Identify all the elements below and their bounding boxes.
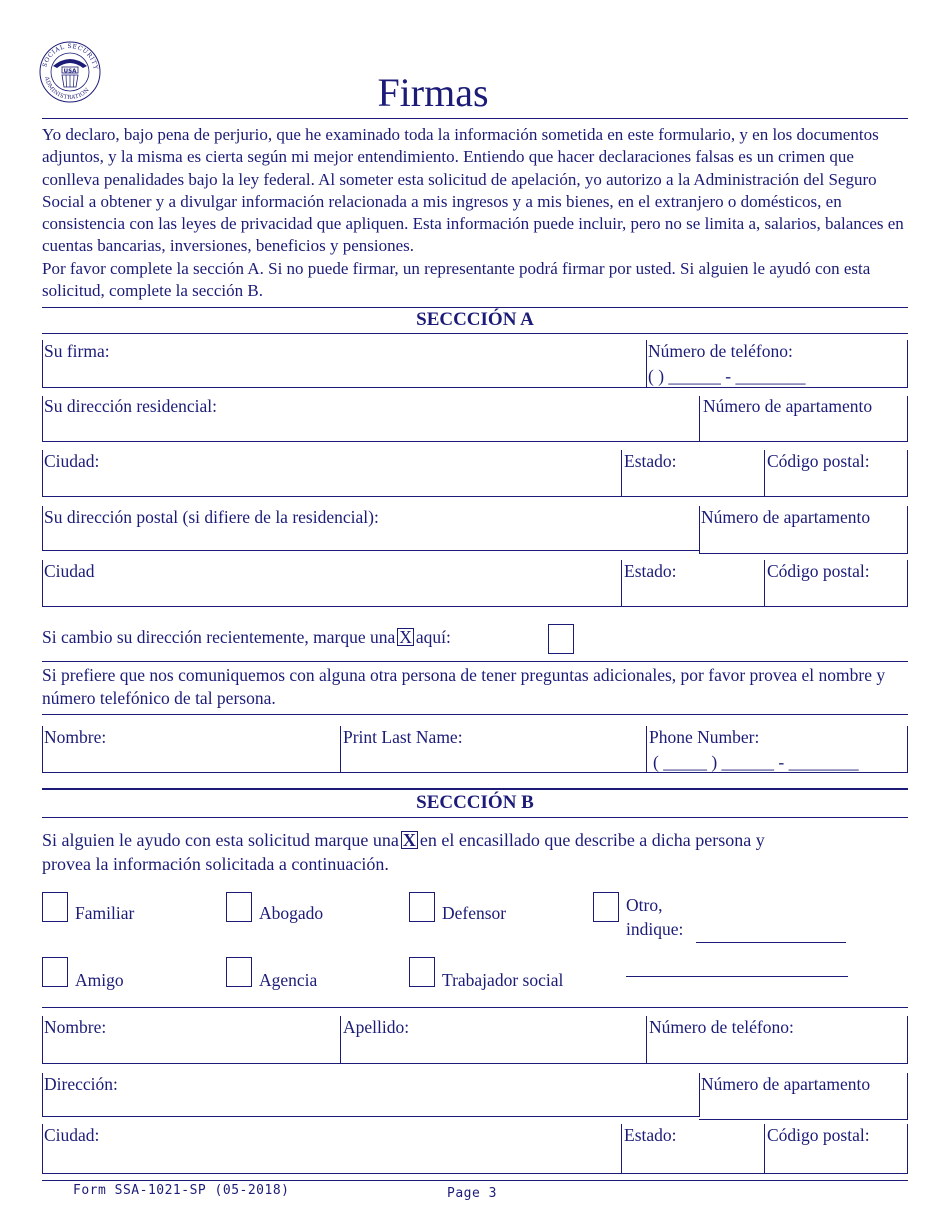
field-underline	[42, 1173, 908, 1174]
address-change-text	[42, 626, 451, 648]
contact-top-rule	[42, 661, 908, 662]
declaration-text	[42, 124, 912, 302]
field-underline	[42, 496, 908, 497]
address-change-suffix: aquí:	[415, 627, 451, 647]
abogado-label: Abogado	[259, 903, 324, 923]
otro-checkbox[interactable]	[593, 892, 619, 922]
section-a-bottom-rule	[42, 333, 908, 334]
field-divider	[907, 450, 908, 496]
svg-text:SOCIAL SECURITY: SOCIAL SECURITY	[41, 42, 99, 71]
field-divider	[699, 1073, 700, 1117]
field-divider	[340, 726, 341, 772]
contact-text: Si prefiere que nos comuniquemos con alguna otra persona de tener preguntas adicionales, por favor provea el nombre y número telefónico de tal persona.	[42, 665, 886, 708]
field-underline	[42, 606, 908, 607]
otro-indique-label: indique:	[626, 919, 684, 939]
mailing-city-field[interactable]	[42, 560, 620, 606]
contact-first-name-label[interactable]: Nombre:	[44, 727, 107, 747]
field-divider	[621, 560, 622, 606]
helper-state-label[interactable]: Estado:	[624, 1125, 677, 1145]
field-underline	[699, 553, 908, 554]
field-divider	[699, 396, 700, 442]
field-divider	[764, 560, 765, 606]
field-divider	[42, 1016, 43, 1063]
title-rule	[42, 118, 908, 119]
helper-zip-label[interactable]: Código postal:	[767, 1125, 870, 1145]
field-divider	[907, 726, 908, 772]
agencia-label: Agencia	[259, 970, 318, 990]
address-change-prefix: Si cambio su dirección recientemente, marque una	[42, 627, 396, 647]
field-underline	[42, 550, 699, 551]
field-divider	[907, 396, 908, 442]
abogado-checkbox[interactable]	[226, 892, 252, 922]
mailing-address-label: Su dirección postal (si difiere de la residencial):	[44, 507, 379, 527]
helper-last-name-label[interactable]: Apellido:	[343, 1017, 410, 1037]
options-bottom-rule	[42, 1007, 908, 1008]
helper-address-label[interactable]: Dirección:	[44, 1074, 118, 1094]
page-number: Page 3	[447, 1186, 497, 1201]
field-underline	[42, 441, 908, 442]
declaration-paragraph: Yo declaro, bajo pena de perjurio, que he examinado toda la información sometida en este formulario, y en los documentos adjuntos, y la misma es cierta según mi mejor entendimiento. Entiendo que hacer declaraciones falsas es un crimen que conlleva penalidades bajo la ley federal. Al someter esta solicitud de apelación, yo autorizo a la Administración del Seguro Social a obtener y a divulgar información relacionada a mis ingresos y a mis bienes, en el extranjero o domésticos, en consistencia con las leyes de privacidad que apliquen. Esta información puede incluir, pero no se limita a, salarios, balances en cuentas bancarias, inversiones, beneficios y pensiones.	[42, 125, 904, 256]
field-underline	[42, 1116, 699, 1117]
field-divider	[764, 450, 765, 496]
mailing-apartment-label[interactable]: Número de apartamento	[701, 507, 871, 527]
state-label[interactable]: Estado:	[624, 451, 677, 471]
field-divider	[907, 1073, 908, 1119]
mailing-state-label[interactable]: Estado:	[624, 561, 677, 581]
field-divider	[42, 340, 43, 388]
field-divider	[646, 726, 647, 772]
amigo-checkbox[interactable]	[42, 957, 68, 987]
field-divider	[42, 1073, 43, 1117]
apartment-label[interactable]: Número de apartamento	[703, 396, 873, 416]
field-divider	[42, 506, 43, 551]
phone-input[interactable]: ( ) ______ - ________	[648, 366, 806, 386]
section-b-top-rule	[42, 788, 908, 790]
field-divider	[907, 340, 908, 388]
section-b-title: SECCCIÓN B	[416, 792, 534, 813]
field-divider	[621, 450, 622, 496]
field-divider	[907, 560, 908, 606]
trabajador-social-checkbox[interactable]	[409, 957, 435, 987]
otro-specify-line-1[interactable]	[696, 942, 846, 943]
field-divider	[646, 340, 647, 388]
zip-label[interactable]: Código postal:	[767, 451, 870, 471]
x-mark-icon: X	[399, 627, 412, 647]
phone-label: Número de teléfono:	[648, 341, 793, 361]
agencia-checkbox[interactable]	[226, 957, 252, 987]
field-divider	[42, 396, 43, 442]
field-divider	[764, 1124, 765, 1173]
field-divider	[340, 1016, 341, 1063]
residential-address-label: Su dirección residencial:	[44, 396, 217, 416]
section-b-instruction	[42, 829, 765, 851]
contact-phone-input[interactable]: ( _____ ) ______ - ________	[653, 752, 859, 772]
field-divider	[42, 560, 43, 606]
field-divider	[42, 726, 43, 772]
defensor-label: Defensor	[442, 903, 507, 923]
instructions-paragraph: Por favor complete la sección A. Si no puede firmar, un representante podrá firmar por usted. Si alguien le ayudó con esta solicitud, complete la sección B.	[42, 258, 871, 301]
otro-specify-line-2[interactable]	[626, 976, 848, 977]
section-b-instruction-line2: provea la información solicitada a continuación.	[42, 854, 389, 874]
field-underline	[42, 387, 908, 388]
trabajador-social-label: Trabajador social	[442, 970, 564, 990]
contact-last-name-label[interactable]: Print Last Name:	[343, 727, 463, 747]
instruction-prefix: Si alguien le ayudo con esta solicitud marque una	[42, 830, 399, 850]
contact-phone-label: Phone Number:	[649, 727, 760, 747]
field-divider	[42, 450, 43, 496]
field-divider	[907, 1016, 908, 1063]
instruction-suffix: en el encasillado que describe a dicha persona y	[419, 830, 765, 850]
field-underline	[699, 1119, 908, 1120]
helper-city-label[interactable]: Ciudad:	[44, 1125, 100, 1145]
field-divider	[907, 506, 908, 554]
signature-field[interactable]	[42, 340, 646, 388]
familiar-label: Familiar	[75, 903, 135, 923]
section-a-top-rule	[42, 307, 908, 308]
otro-label: Otro,	[626, 895, 663, 915]
contact-bottom-rule	[42, 714, 908, 715]
field-divider	[621, 1124, 622, 1173]
city-label: Ciudad:	[44, 451, 100, 471]
page-title: Firmas	[377, 70, 489, 115]
x-mark-icon: X	[402, 830, 416, 850]
defensor-checkbox[interactable]	[409, 892, 435, 922]
section-b-bottom-rule	[42, 817, 908, 818]
field-underline	[42, 1063, 908, 1064]
mailing-city-label: Ciudad	[44, 561, 95, 581]
city-field[interactable]	[42, 450, 620, 496]
familiar-checkbox[interactable]	[42, 892, 68, 922]
helper-first-name-label[interactable]: Nombre:	[44, 1017, 107, 1037]
section-a-title: SECCCIÓN A	[416, 309, 534, 330]
field-divider	[907, 1124, 908, 1173]
amigo-label: Amigo	[75, 970, 124, 990]
address-change-checkbox[interactable]	[548, 624, 574, 654]
helper-phone-label[interactable]: Número de teléfono:	[649, 1017, 794, 1037]
helper-apartment-label[interactable]: Número de apartamento	[701, 1074, 871, 1094]
footer-rule	[42, 1180, 908, 1181]
signature-label: Su firma:	[44, 341, 110, 361]
field-divider	[646, 1016, 647, 1063]
mailing-zip-label[interactable]: Código postal:	[767, 561, 870, 581]
field-divider	[42, 1124, 43, 1173]
svg-text:ADMINISTRATION: ADMINISTRATION	[43, 76, 91, 102]
field-divider	[699, 506, 700, 554]
svg-text:USA: USA	[63, 68, 77, 75]
form-id: Form SSA-1021-SP (05-2018)	[73, 1183, 290, 1198]
